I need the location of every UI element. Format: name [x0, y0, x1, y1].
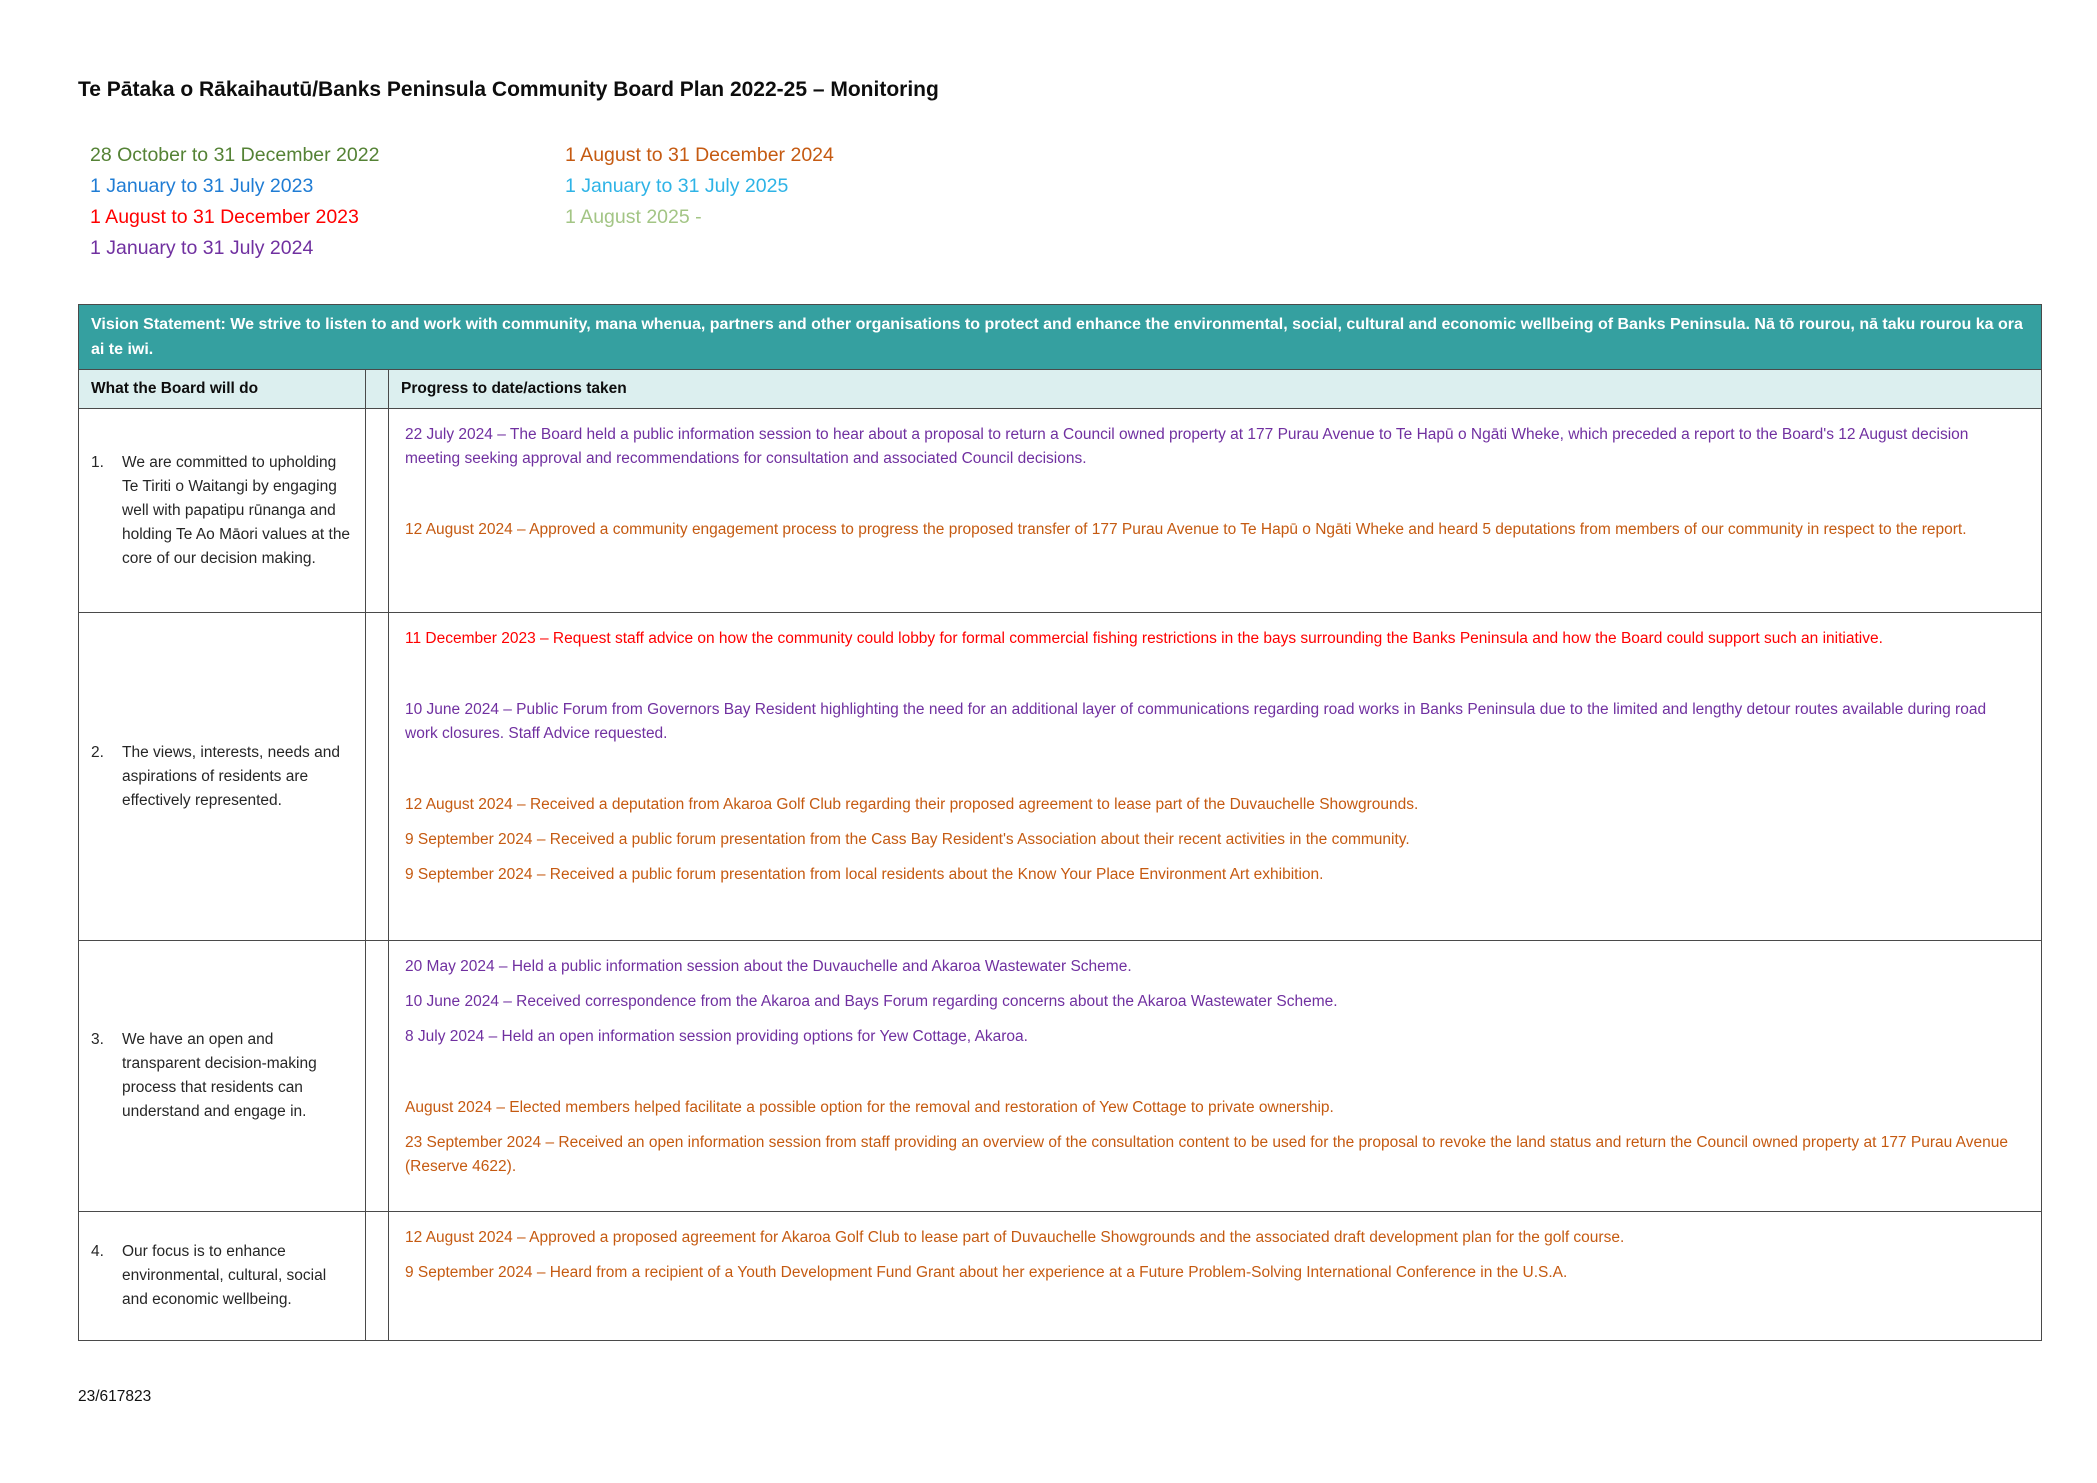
legend-period-label: 28 October to 31 December 2022 — [90, 144, 380, 166]
legend-period-label: 1 January to 31 July 2023 — [90, 175, 314, 197]
goal-text: We have an open and transparent decision-making process that residents can understand and engage in. — [122, 1031, 317, 1120]
progress-cell — [389, 613, 2042, 941]
goal-cell — [79, 1212, 366, 1341]
reporting-period-legend — [90, 140, 2042, 264]
table-row — [79, 409, 2042, 613]
legend-period-label: 1 August 2025 - — [565, 206, 702, 228]
page-title: Te Pātaka o Rākaihautū/Banks Peninsula Community Board Plan 2022-25 – Monitoring — [78, 78, 939, 101]
progress-entry: 23 September 2024 – Received an open information session from staff providing an overview of the consultation content to be used for the proposal to revoke the land status and return the Council owned property at 177 Purau Avenue (Reserve 4622). — [405, 1134, 2008, 1175]
progress-entry: 20 May 2024 – Held a public information session about the Duvauchelle and Akaroa Wastewater Scheme. — [405, 958, 1132, 975]
col-header-progress: Progress to date/actions taken — [389, 370, 2042, 409]
progress-cell — [389, 409, 2042, 613]
progress-entry: 12 August 2024 – Received a deputation from Akaroa Golf Club regarding their proposed agreement to lease part of the Duvauchelle Showgrounds. — [405, 796, 1419, 813]
goal-number: 3. — [91, 1031, 104, 1048]
progress-cell — [389, 1212, 2042, 1341]
goal-cell — [79, 613, 366, 941]
goal-number: 1. — [91, 453, 104, 471]
legend-period-label: 1 January to 31 July 2025 — [565, 175, 789, 197]
table-row — [79, 613, 2042, 941]
spacer-column-header — [366, 370, 389, 409]
progress-entry: 12 August 2024 – Approved a community engagement process to progress the proposed transfer of 177 Purau Avenue to Te Hapū o Ngāti Wheke and heard 5 deputations from members of our community in respect to the report. — [405, 521, 1967, 538]
progress-entry: 9 September 2024 – Heard from a recipient of a Youth Development Fund Grant about her experience at a Future Problem-Solving International Conference in the U.S.A. — [405, 1264, 1568, 1281]
progress-entry: 9 September 2024 – Received a public forum presentation from the Cass Bay Resident's Association about their recent activities in the community. — [405, 831, 1410, 848]
goal-number: 4. — [91, 1243, 104, 1260]
progress-entry: 10 June 2024 – Public Forum from Governors Bay Resident highlighting the need for an additional layer of communications regarding road works in Banks Peninsula due to the limited and lengthy detour routes available during road work closures. Staff Advice requested. — [405, 701, 1987, 742]
legend-period-label: 1 August to 31 December 2023 — [90, 206, 359, 228]
legend-period-label: 1 August to 31 December 2024 — [565, 144, 834, 166]
spacer-cell — [366, 409, 389, 613]
legend-period-label: 1 January to 31 July 2024 — [90, 237, 314, 259]
vision-statement: Vision Statement: We strive to listen to and work with community, mana whenua, partners and other organisations to protect and enhance the environmental, social, cultural and economic wellbeing of Banks Peninsula. Nā tō rourou, nā taku rourou ka ora ai te iwi. — [79, 305, 2042, 370]
goal-text: We are committed to upholding Te Tiriti o Waitangi by engaging well with papatipu rūnanga and holding Te Ao Māori values at the core of our decision making. — [122, 453, 351, 567]
goal-cell — [79, 409, 366, 613]
col-header-board-will-do: What the Board will do — [79, 370, 366, 409]
progress-entry: 12 August 2024 – Approved a proposed agreement for Akaroa Golf Club to lease part of Duvauchelle Showgrounds and the associated draft development plan for the golf course. — [405, 1229, 1625, 1246]
table-row — [79, 941, 2042, 1212]
goal-text: Our focus is to enhance environmental, cultural, social and economic wellbeing. — [122, 1243, 327, 1308]
vision-statement-row — [79, 305, 2042, 370]
legend-col-left — [90, 140, 565, 264]
goal-cell — [79, 941, 366, 1212]
legend-col-right — [565, 140, 834, 264]
document-reference-number: 23/617823 — [78, 1388, 152, 1405]
progress-cell — [389, 941, 2042, 1212]
monitoring-table — [78, 304, 2042, 1341]
progress-entry: 22 July 2024 – The Board held a public information session to hear about a proposal to return a Council owned property at 177 Purau Avenue to Te Hapū o Ngāti Wheke, which preceded a report to the Board's 12 August decision meeting seeking approval and recommendations for consultation and associated Council decisions. — [405, 426, 1969, 467]
spacer-cell — [366, 613, 389, 941]
progress-entry: 11 December 2023 – Request staff advice on how the community could lobby for formal commercial fishing restrictions in the bays surrounding the Banks Peninsula and how the Board could support such an initiative. — [405, 630, 1883, 647]
goal-number: 2. — [91, 743, 104, 761]
progress-entry: 10 June 2024 – Received correspondence from the Akaroa and Bays Forum regarding concerns about the Akaroa Wastewater Scheme. — [405, 993, 1338, 1010]
progress-entry: 9 September 2024 – Received a public forum presentation from local residents about the Know Your Place Environment Art exhibition. — [405, 866, 1324, 883]
goal-text: The views, interests, needs and aspirations of residents are effectively represented. — [122, 743, 340, 809]
spacer-cell — [366, 1212, 389, 1341]
table-body — [79, 409, 2042, 1341]
spacer-cell — [366, 941, 389, 1212]
table-row — [79, 1212, 2042, 1341]
progress-entry: August 2024 – Elected members helped facilitate a possible option for the removal and restoration of Yew Cottage to private ownership. — [405, 1099, 1334, 1116]
progress-entry: 8 July 2024 – Held an open information session providing options for Yew Cottage, Akaroa. — [405, 1028, 1028, 1045]
column-header-row — [79, 370, 2042, 409]
